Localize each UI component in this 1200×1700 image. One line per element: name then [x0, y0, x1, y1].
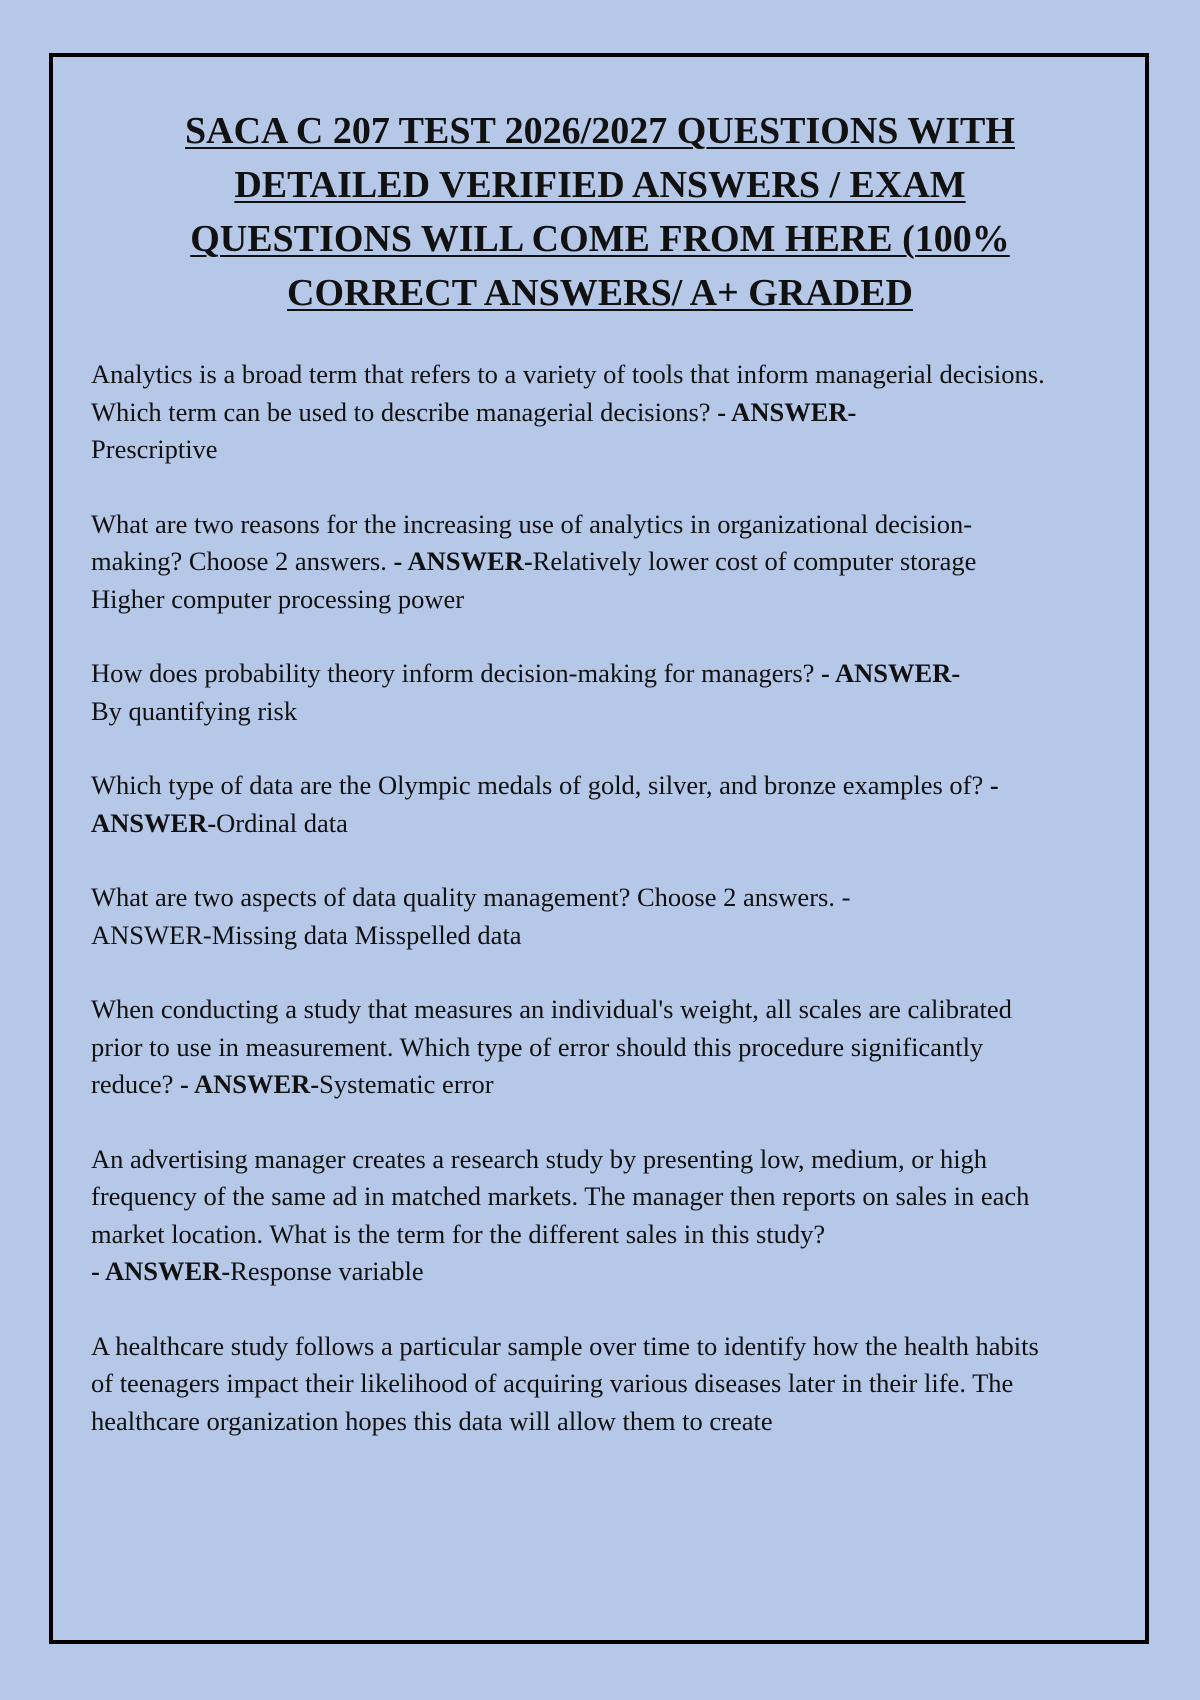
question-text: An advertising manager creates a research study by presenting low, medium, or high frequency of the same ad in matched markets. The manager then reports on sales in each market location. What is the term for the different sales in this study? — [91, 1143, 1030, 1249]
qa-item — [91, 879, 1051, 954]
qa-item — [91, 655, 1051, 730]
qa-list — [91, 356, 1051, 1477]
title-line-4: CORRECT ANSWERS/ A+ GRADED — [287, 272, 913, 314]
question-text: What are two aspects of data quality management? Choose 2 answers. - ANSWER-Missing data Misspelled data — [91, 882, 851, 950]
question-text: What are two reasons for the increasing use of analytics in organizational decision-making? Choose 2 answers. — [91, 508, 973, 576]
question-text: Which type of data are the Olympic medals of gold, silver, and bronze examples of? — [91, 770, 990, 800]
answer-text: Prescriptive — [91, 434, 218, 464]
answer-text: Systematic error — [319, 1069, 494, 1099]
question-text: Analytics is a broad term that refers to a variety of tools that inform managerial decisions. Which term can be used to describe managerial decisions? — [91, 359, 1045, 427]
answer-text: By quantifying risk — [91, 695, 298, 726]
document-title — [60, 104, 1140, 320]
title-line-3: QUESTIONS WILL COME FROM HERE (100% — [190, 218, 1010, 260]
answer-marker: - ANSWER- — [821, 658, 961, 688]
qa-item — [91, 356, 1051, 469]
answer-text: Response variable — [230, 1256, 424, 1286]
qa-item — [91, 1328, 1051, 1441]
answer-text: Ordinal data — [216, 807, 348, 838]
title-line-1: SACA C 207 TEST 2026/2027 QUESTIONS WITH — [185, 110, 1015, 152]
answer-text: Relatively lower cost of computer storage Higher computer processing power — [91, 546, 977, 614]
qa-item — [91, 1141, 1051, 1291]
qa-item — [91, 991, 1051, 1104]
question-text: When conducting a study that measures an individual's weight, all scales are calibrated prior to use in measurement. Which type of error should this procedure significantly reduce? — [91, 994, 1012, 1099]
answer-marker: - ANSWER- — [91, 770, 999, 838]
question-text: How does probability theory inform decision-making for managers? — [91, 658, 822, 688]
qa-item — [91, 767, 1051, 842]
title-line-2: DETAILED VERIFIED ANSWERS / EXAM — [234, 164, 966, 206]
qa-item — [91, 506, 1051, 619]
answer-marker: - ANSWER- — [393, 546, 533, 576]
answer-marker: - ANSWER- — [91, 1256, 231, 1286]
question-text: A healthcare study follows a particular sample over time to identify how the health habits of teenagers impact their likelihood of acquiring various diseases later in their life. The healthcare organization hopes this data will allow them to create — [91, 1330, 1039, 1436]
answer-marker: - ANSWER- — [717, 396, 857, 427]
answer-marker: - ANSWER- — [180, 1069, 320, 1099]
